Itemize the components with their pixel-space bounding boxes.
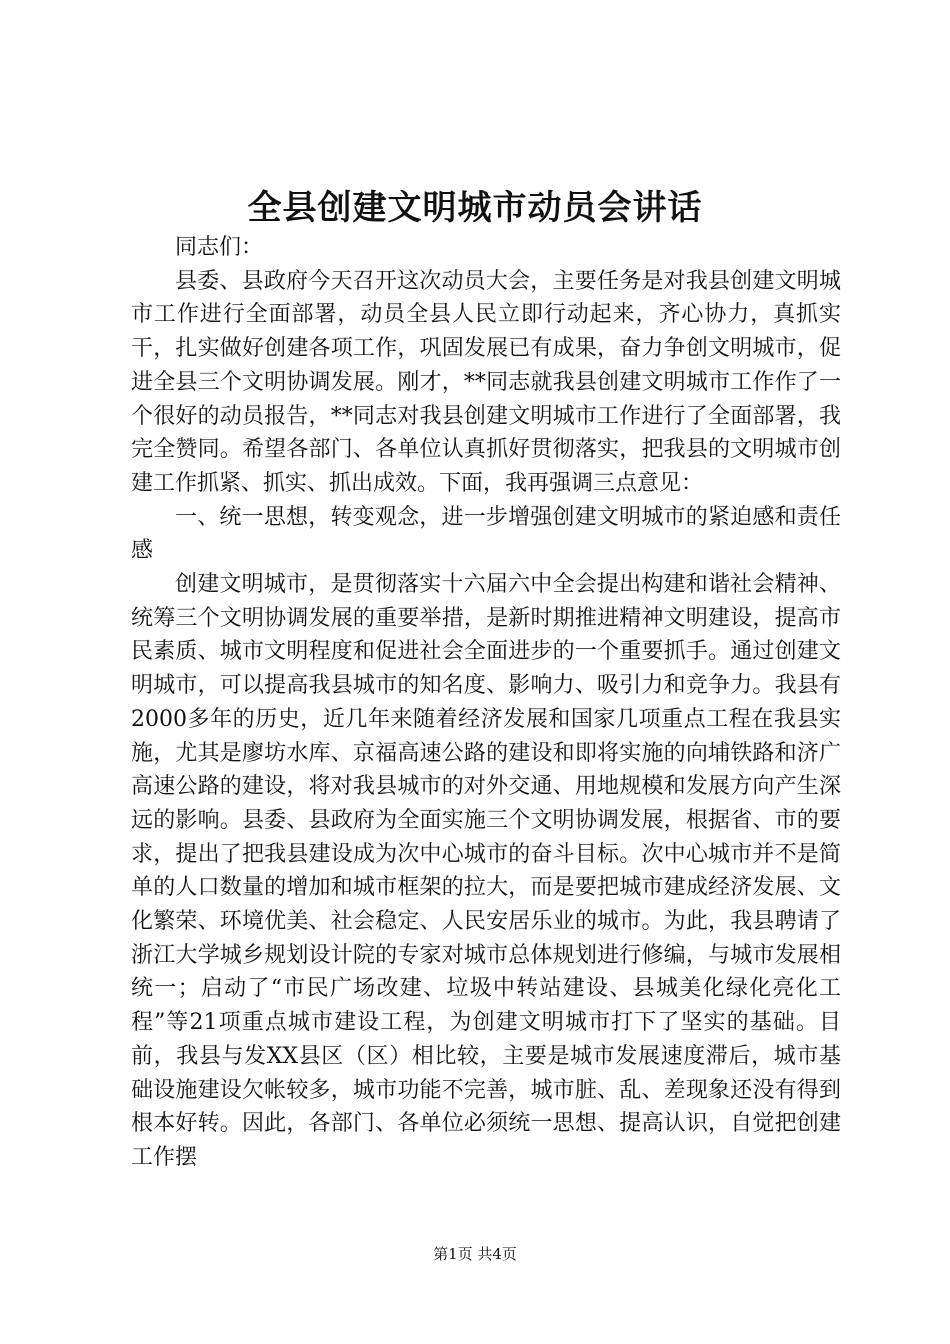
paragraph-intro: 县委、县政府今天召开这次动员大会，主要任务是对我县创建文明城市工作进行全面部署，动员全县人民立即行动起来，齐心协力，真抓实干，扎实做好创建各项工作，巩固发展已有成果，奋力争创文明城市，促进全县三个文明协调发展。刚才，**同志就我县创建文明城市工作作了一个很好的动员报告，**同志对我县创建文明城市工作进行了全面部署，我完全赞同。希望各部门、各单位认真抓好贯彻落实，把我县的文明城市创建工作抓紧、抓实、抓出成效。下面，我再强调三点意见： <box>131 268 841 496</box>
section-heading-1: 一、统一思想，转变观念，进一步增强创建文明城市的紧迫感和责任感 <box>131 504 841 564</box>
document-title: 全县创建文明城市动员会讲话 <box>247 188 703 228</box>
salutation: 同志们： <box>175 235 264 260</box>
page-number: 第1页 共4页 <box>433 1245 517 1263</box>
document-body <box>131 231 841 1175</box>
paragraph-section-1: 创建文明城市，是贯彻落实十六届六中全会提出构建和谐社会精神、统筹三个文明协调发展的重要举措，是新时期推进精神文明建设，提高市民素质、城市文明程度和促进社会全面进步的一个重要抓手。通过创建文明城市，可以提高我县城市的知名度、影响力、吸引力和竞争力。我县有2000多年的历史，近几年来随着经济发展和国家几项重点工程在我县实施，尤其是廖坊水库、京福高速公路的建设和即将实施的向埔铁路和济广高速公路的建设，将对我县城市的对外交通、用地规模和发展方向产生深远的影响。县委、县政府为全面实施三个文明协调发展，根据省、市的要求，提出了把我县建设成为次中心城市的奋斗目标。次中心城市并不是简单的人口数量的增加和城市框架的拉大，而是要把城市建成经济发展、文化繁荣、环境优美、社会稳定、人民安居乐业的城市。为此，我县聘请了浙江大学城乡规划设计院的专家对城市总体规划进行修编，与城市发展相统一；启动了“市民广场改建、垃圾中转站建设、县城美化绿化亮化工程”等21项重点城市建设工程，为创建文明城市打下了坚实的基础。目前，我县与发XX县区（区）相比较，主要是城市发展速度滞后，城市基础设施建设欠帐较多，城市功能不完善，城市脏、乱、差现象还没有得到根本好转。因此，各部门、各单位必须统一思想、提高认识，自觉把创建工作摆 <box>131 572 841 1170</box>
